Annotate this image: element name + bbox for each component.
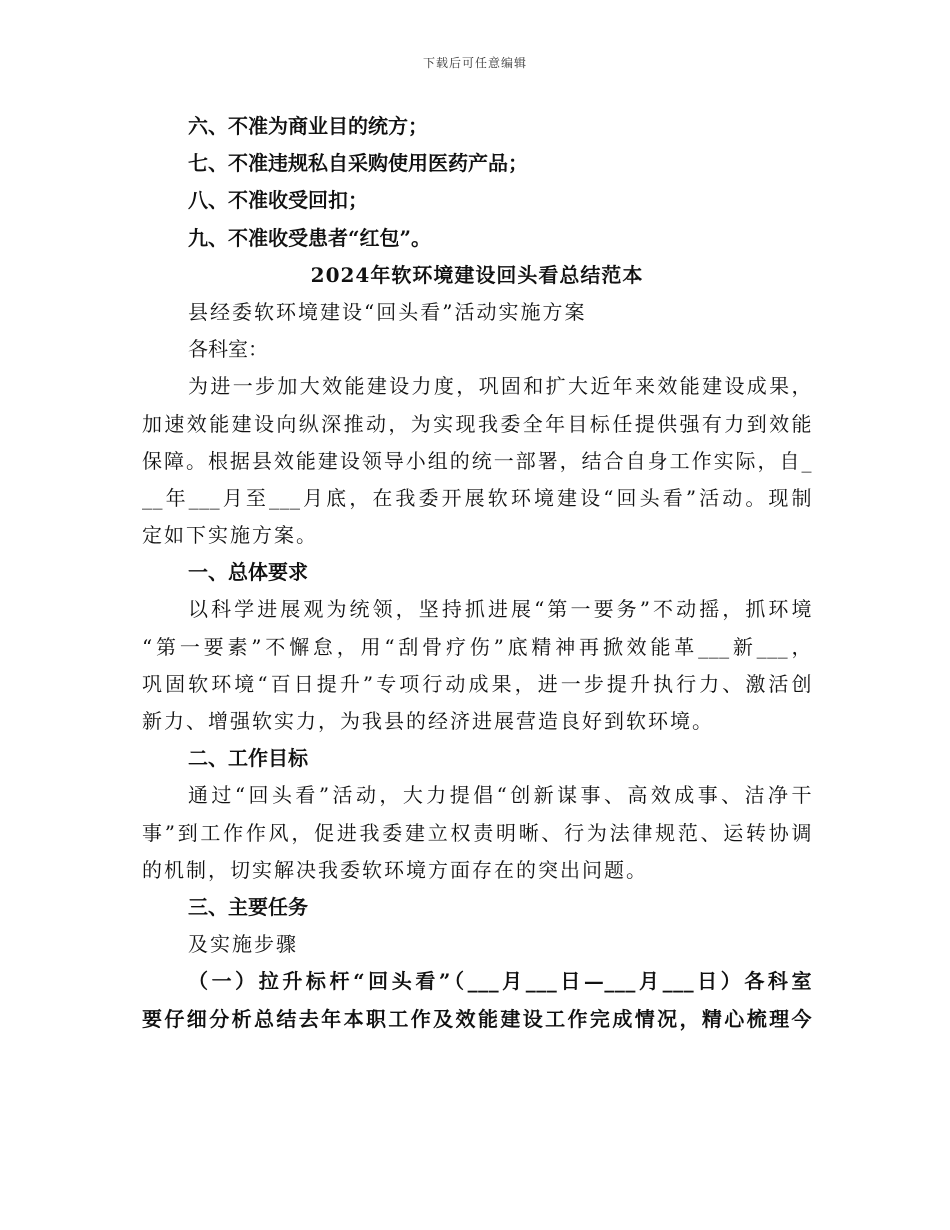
plan-title: 县经委软环境建设“回头看”活动实施方案: [188, 299, 587, 324]
paragraph-line: 新力、增强软实力，为我县的经济进展营造良好到软环境。: [142, 709, 714, 733]
paragraph-line: 加速效能建设向纵深推动，为实现我委全年目标任提供强有力到效能: [142, 411, 812, 436]
paragraph-line: 事”到工作作风，促进我委建立权责明晰、行为法律规范、运转协调: [142, 820, 812, 845]
rule-item-8: 八、不准收受回扣；: [188, 188, 368, 213]
section-heading-2: 二、工作目标: [188, 746, 308, 771]
paragraph-line: 要仔细分析总结去年本职工作及效能建设工作完成情况，精心梳理今: [142, 1006, 812, 1031]
subsection-heading: （一）拉升标杆“回头看”（___月___日—___月___日）各科室: [188, 969, 812, 994]
rule-item-7: 七、不准违规私自采购使用医药产品；: [188, 151, 528, 176]
rule-item-9: 九、不准收受患者“红包”。: [188, 225, 432, 250]
paragraph-line: 巩固软环境“百日提升”专项行动成果，进一步提升执行力、激活创: [142, 671, 812, 696]
paragraph-line: 为进一步加大效能建设力度，巩固和扩大近年来效能建设成果，: [188, 374, 812, 399]
paragraph-line: 以科学进展观为统领，坚持抓进展“第一要务”不动摇，抓环境: [188, 597, 812, 622]
document-title: 2024年软环境建设回头看总结范本: [310, 262, 644, 287]
salutation: 各科室：: [188, 337, 268, 362]
rule-item-6: 六、不准为商业目的统方；: [188, 114, 428, 138]
section-heading-3: 三、主要任务: [188, 894, 308, 919]
paragraph-line: 及实施步骤: [188, 932, 298, 957]
section-heading-1: 一、总体要求: [188, 560, 308, 585]
paragraph-line: __年___月至___月底，在我委开展软环境建设“回头看”活动。现制: [142, 485, 812, 510]
document-body: [142, 108, 812, 1038]
paragraph-line: 定如下实施方案。: [142, 523, 318, 548]
page-header: 下载后可任意编辑: [422, 56, 527, 70]
paragraph-line: 通过“回头看”活动，大力提倡“创新谋事、高效成事、洁净干: [188, 783, 812, 808]
paragraph-line: 的机制，切实解决我委软环境方面存在的突出问题。: [142, 857, 648, 882]
paragraph-line: 保障。根据县效能建设领导小组的统一部署，结合自身工作实际，自_: [142, 448, 812, 473]
paragraph-line: “第一要素”不懈怠，用“刮骨疗伤”底精神再掀效能革___新___，: [142, 634, 812, 659]
